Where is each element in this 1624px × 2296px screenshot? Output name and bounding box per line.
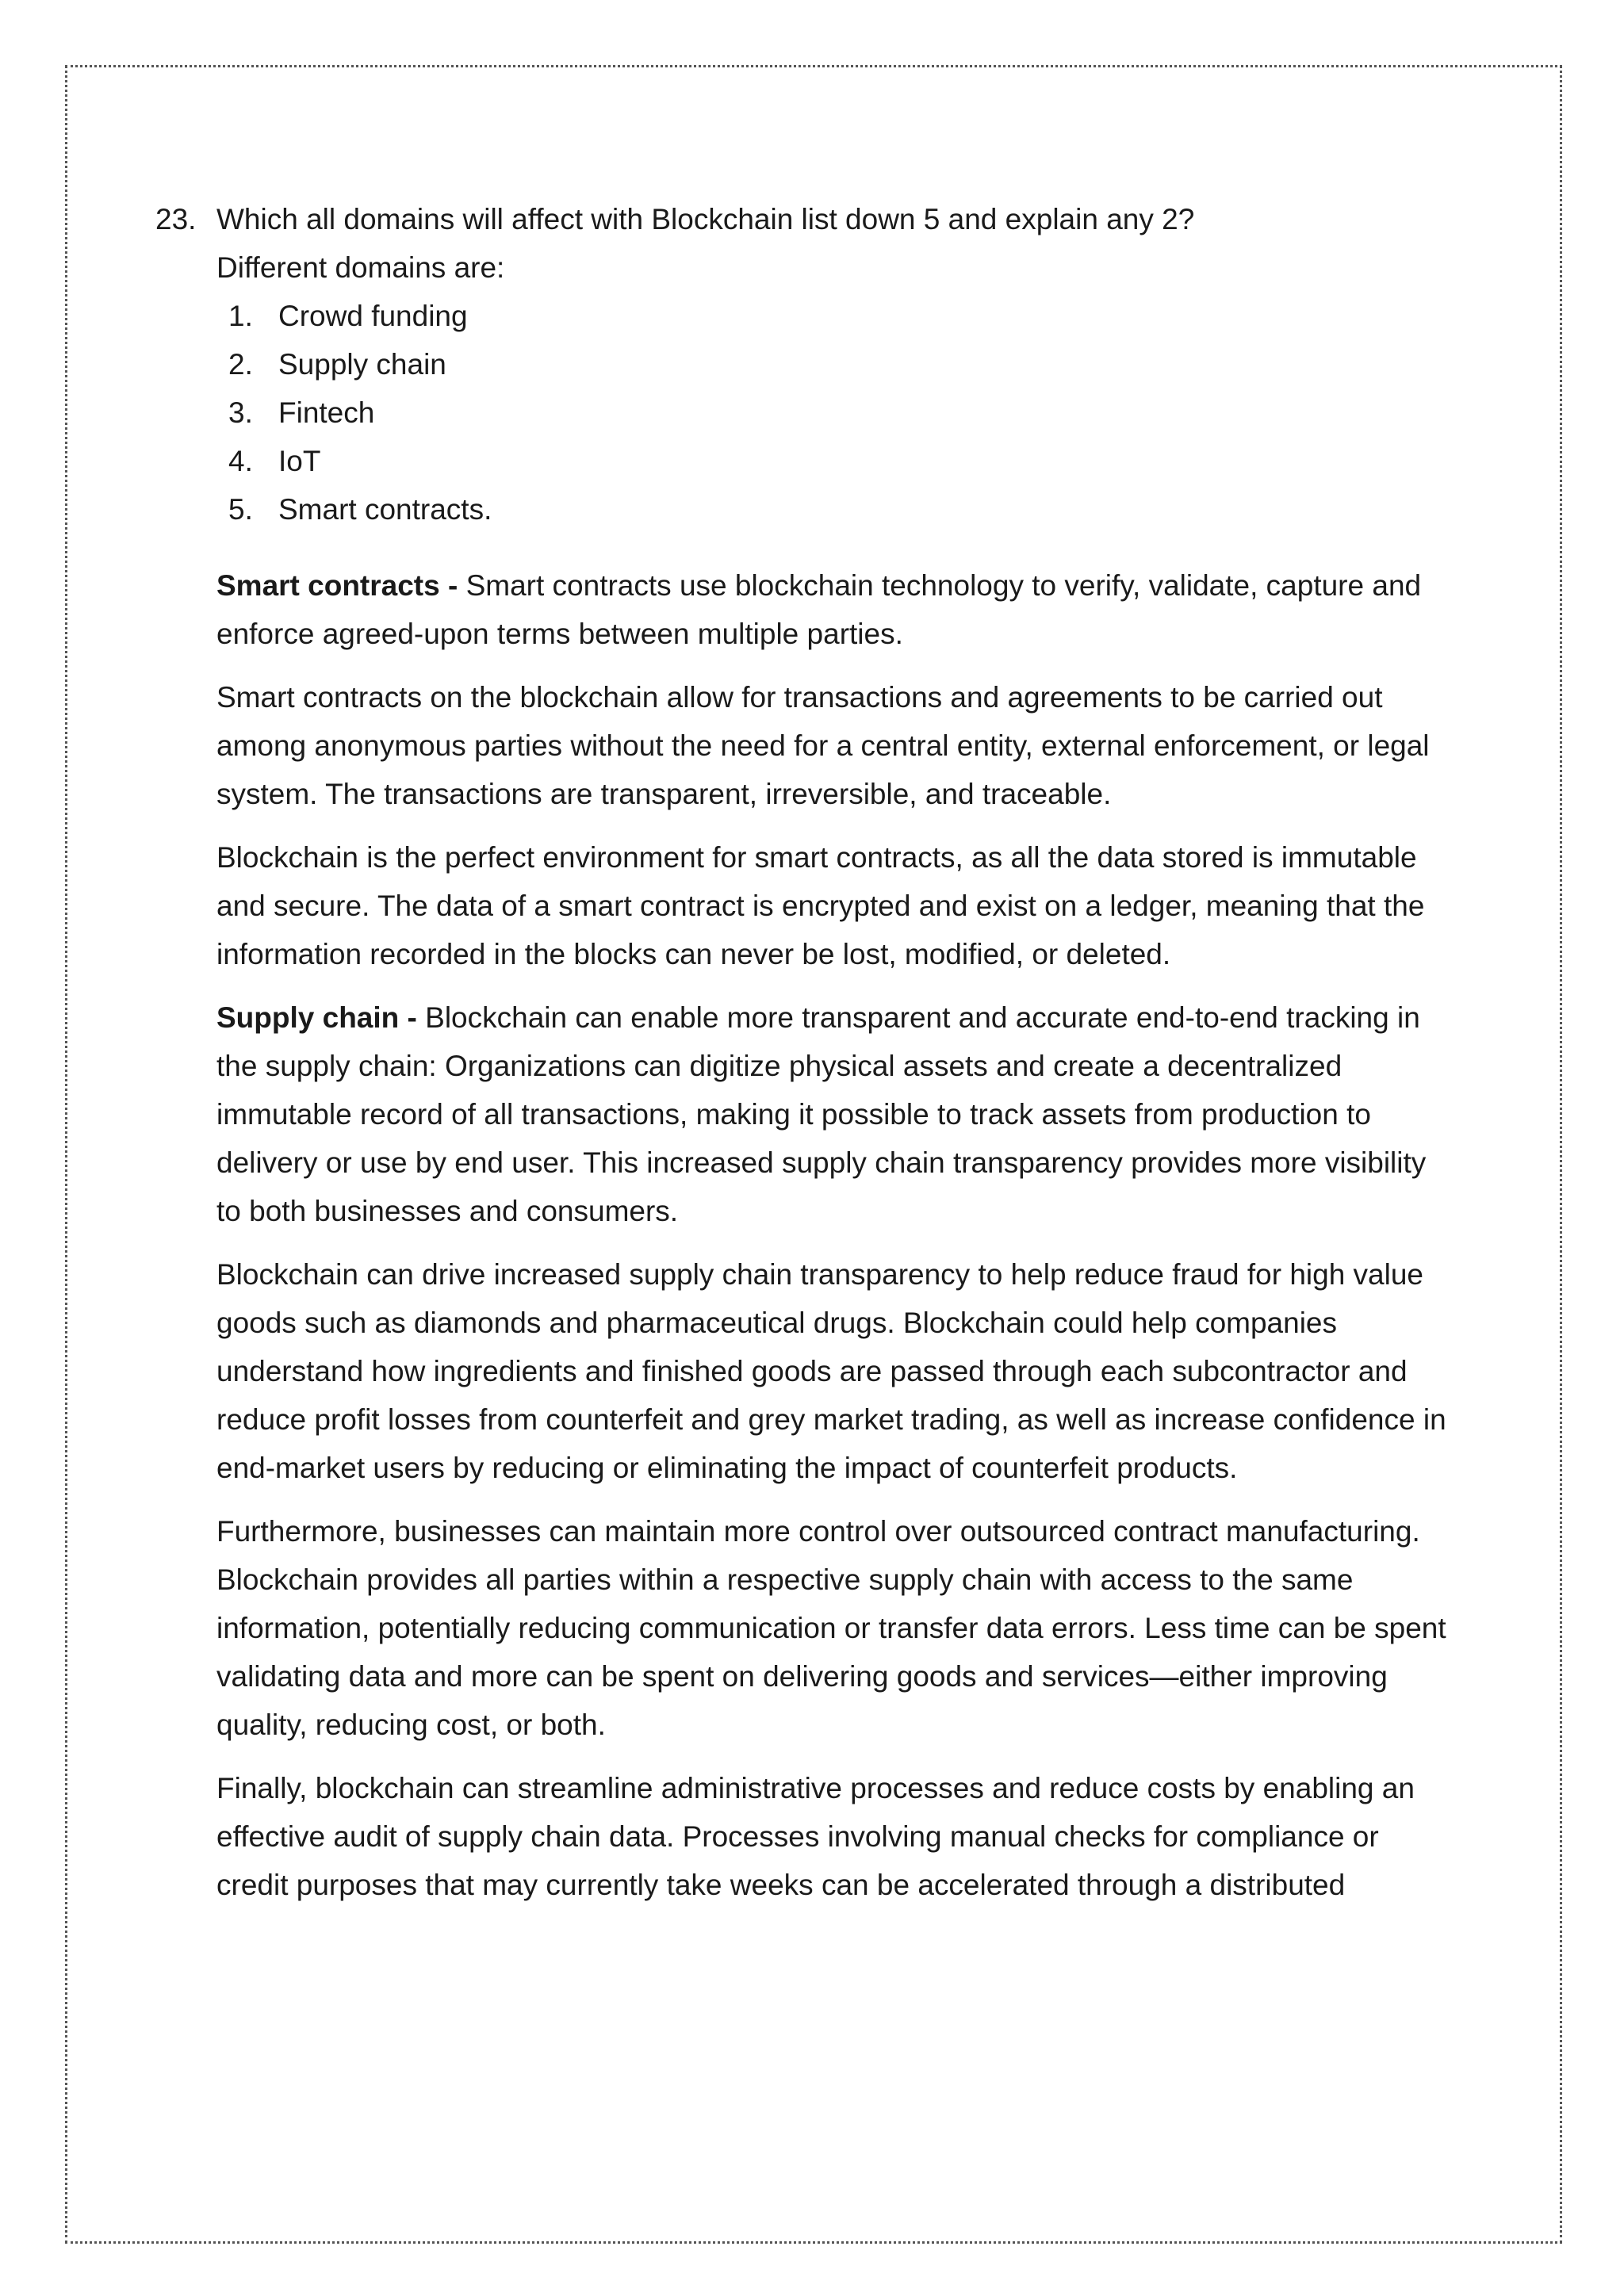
paragraph-smart-contracts	[216, 561, 1454, 658]
question-number: 23.	[155, 203, 197, 235]
list-item-number: 2.	[228, 348, 253, 381]
paragraph	[216, 1764, 1454, 1909]
paragraph-supply-chain	[216, 993, 1454, 1235]
list-item-label: IoT	[278, 445, 321, 477]
list-item-label: Crowd funding	[278, 300, 468, 332]
paragraph-text: Blockchain can drive increased supply chain transparency to help reduce fraud for high value goods such as diamonds and pharmaceutical drugs. Blockchain could help companies understand how ingredients and finished goods are passed through each subcontractor and reduce profit losses from counterfeit and grey market trading, as well as increase confidence in end-market users by reducing or eliminating the impact of counterfeit products.	[216, 1258, 1446, 1484]
domain-list	[155, 292, 1456, 534]
list-item-label: Fintech	[278, 396, 375, 429]
paragraph	[216, 833, 1454, 978]
paragraph-heading: Supply chain -	[216, 1001, 417, 1034]
list-item-number: 5.	[228, 493, 253, 526]
question	[155, 195, 1456, 243]
list-item	[228, 292, 1456, 340]
paragraph	[216, 1250, 1454, 1492]
list-item-label: Supply chain	[278, 348, 446, 381]
domains-intro: Different domains are:	[216, 251, 505, 284]
paragraph-heading: Smart contracts -	[216, 569, 458, 602]
paragraph-text: Smart contracts use blockchain technology to verify, validate, capture and enforce agreed-upon terms between multiple parties.	[216, 569, 1422, 650]
paragraph-text: Furthermore, businesses can maintain more control over outsourced contract manufacturing. Blockchain provides all parties within a respective supply chain with access to the same information, potentially reducing communication or transfer data errors. Less time can be spent validating data and more can be spent on delivering goods and services—either improving quality, reducing cost, or both.	[216, 1515, 1446, 1741]
paragraph-text: Finally, blockchain can streamline administrative processes and reduce costs by enabling an effective audit of supply chain data. Processes involving manual checks for compliance or credit purposes that may currently take weeks can be accelerated through a distributed	[216, 1772, 1415, 1901]
paragraph-text: Blockchain can enable more transparent and accurate end-to-end tracking in the supply chain: Organizations can digitize physical assets and create a decentralized immutable record of all transactions, making it possible to track assets from production to delivery or use by end user. This increased supply chain transparency provides more visibility to both businesses and consumers.	[216, 1001, 1427, 1227]
list-item-number: 1.	[228, 300, 253, 332]
list-item	[228, 437, 1456, 485]
list-item	[228, 388, 1456, 437]
list-item	[228, 340, 1456, 388]
list-item-number: 3.	[228, 396, 253, 429]
paragraph-text: Blockchain is the perfect environment for smart contracts, as all the data stored is immutable and secure. The data of a smart contract is encrypted and exist on a ledger, meaning that the information recorded in the blocks can never be lost, modified, or deleted.	[216, 841, 1425, 970]
document-body	[155, 195, 1456, 1909]
paragraph	[216, 1507, 1454, 1749]
paragraph-text: Smart contracts on the blockchain allow for transactions and agreements to be carried out among anonymous parties without the need for a central entity, external enforcement, or legal system. The transactions are transparent, irreversible, and traceable.	[216, 681, 1430, 810]
question-text: Which all domains will affect with Blockchain list down 5 and explain any 2?	[216, 203, 1195, 235]
list-item-number: 4.	[228, 445, 253, 477]
list-item	[228, 485, 1456, 534]
list-item-label: Smart contracts.	[278, 493, 492, 526]
paragraph	[216, 673, 1454, 818]
